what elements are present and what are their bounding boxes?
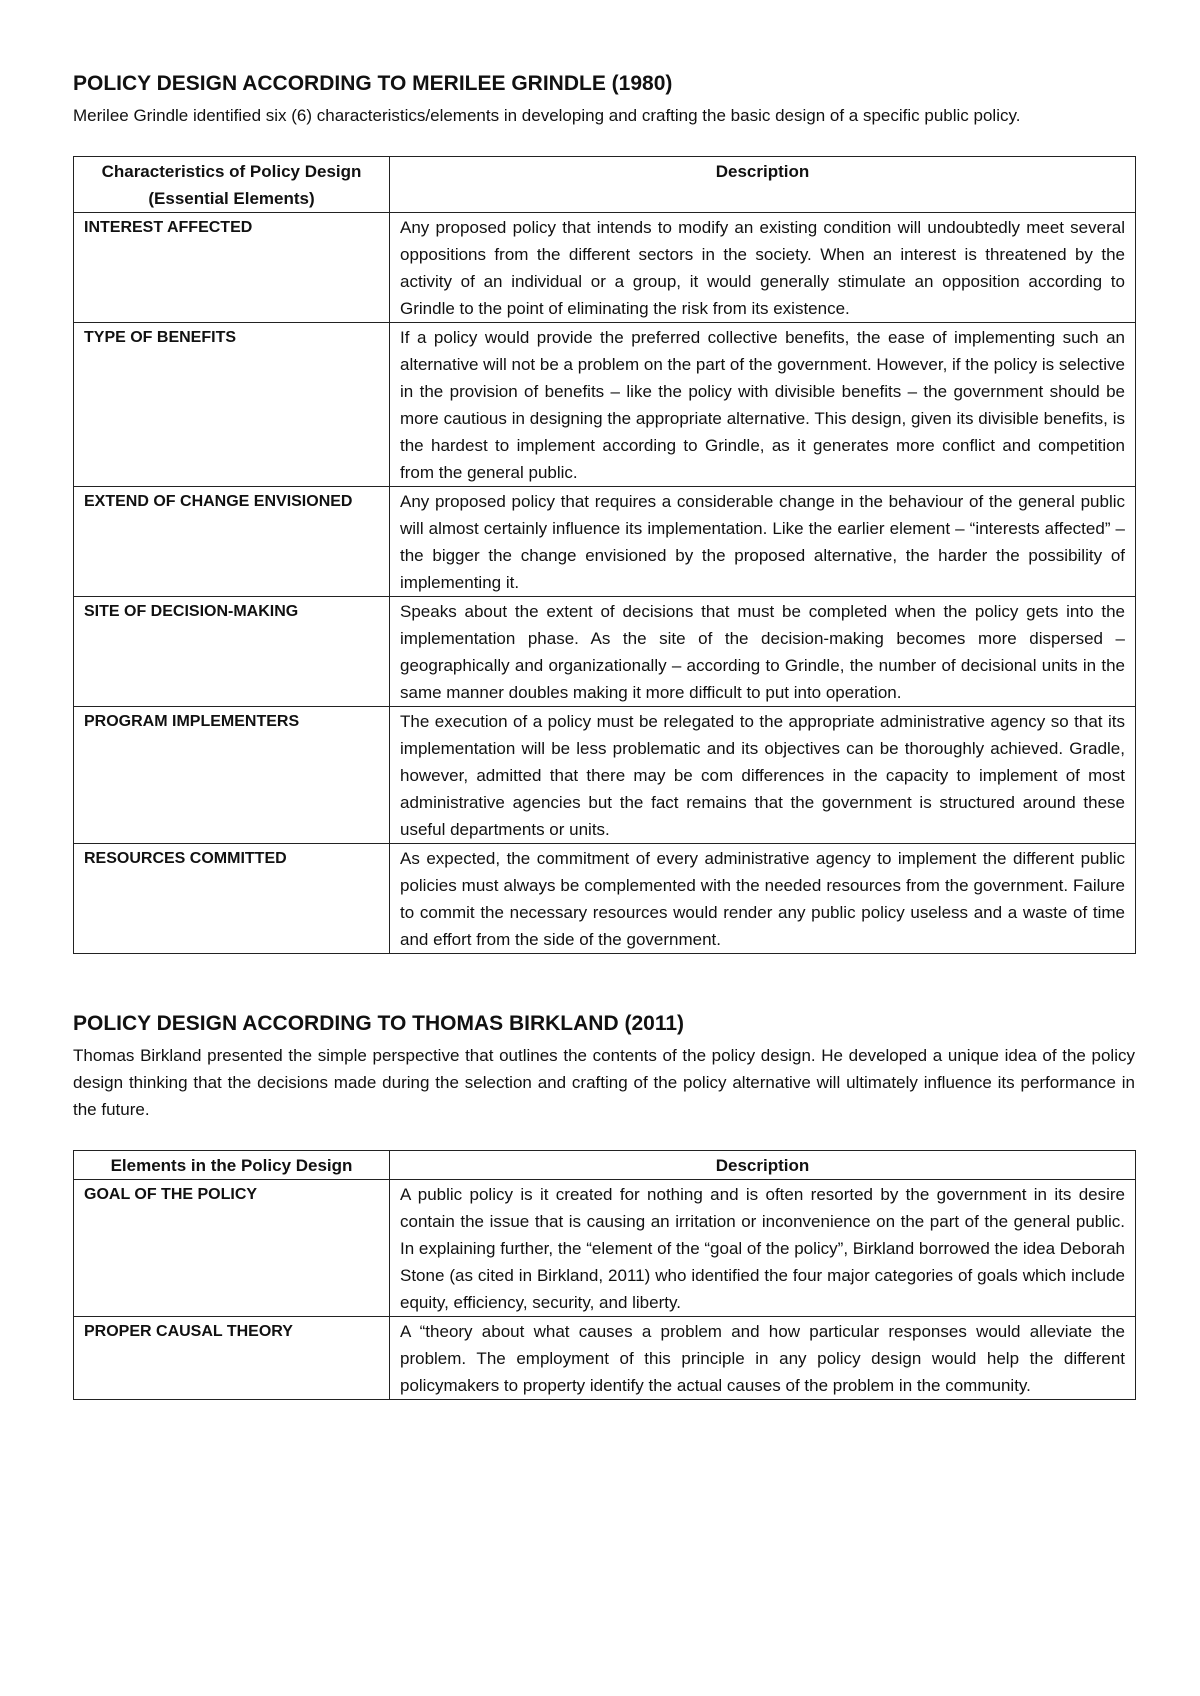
row-description: Any proposed policy that intends to modify an existing condition will undoubtedly meet several oppositions from the different sectors in the society. When an interest is threatened by the activity of an individual or a group, it would generally stimulate an opposition according to Grindle to the point of eliminating the risk from its existence.: [390, 213, 1136, 323]
header-element: [74, 157, 390, 213]
section-intro: Merilee Grindle identified six (6) characteristics/elements in developing and crafting the basic design of a specific public policy.: [73, 106, 1021, 125]
section-title: POLICY DESIGN ACCORDING TO THOMAS BIRKLAND (2011): [73, 1012, 685, 1035]
row-description: Speaks about the extent of decisions that must be completed when the policy gets into the implementation phase. As the site of the decision-making becomes more dispersed – geographically and organizationally – according to Grindle, the number of decisional units in the same manner doubles making it more difficult to put into operation.: [390, 597, 1136, 707]
grindle-table: [73, 156, 1136, 954]
table-row: [74, 844, 1136, 954]
row-element: EXTEND OF CHANGE ENVISIONED: [74, 487, 390, 597]
header-element-line1: Characteristics of Policy Design: [101, 162, 362, 181]
table-header-row: [74, 1151, 1136, 1180]
row-element: TYPE OF BENEFITS: [74, 323, 390, 487]
birkland-table: [73, 1150, 1136, 1400]
header-description: Description: [390, 157, 1136, 213]
table-header-row: [74, 157, 1136, 213]
row-description: A “theory about what causes a problem and how particular responses would alleviate the problem. The employment of this principle in any policy design would help the different policymakers to property identify the actual causes of the problem in the community.: [390, 1317, 1136, 1400]
section-intro: Thomas Birkland presented the simple perspective that outlines the contents of the policy design. He developed a unique idea of the policy design thinking that the decisions made during the selection and crafting of the policy alternative will ultimately influence its performance in the future.: [73, 1046, 1135, 1119]
section-title: POLICY DESIGN ACCORDING TO MERILEE GRINDLE (1980): [73, 72, 673, 95]
header-element-line2: (Essential Elements): [148, 189, 315, 208]
table-row: [74, 487, 1136, 597]
row-description: If a policy would provide the preferred collective benefits, the ease of implementing such an alternative will not be a problem on the part of the government. However, if the policy is selective in the provision of benefits – like the policy with divisible benefits – the government should be more cautious in designing the appropriate alternative. This design, given its divisible benefits, is the hardest to implement according to Grindle, as it generates more conflict and competition from the general public.: [390, 323, 1136, 487]
table-row: [74, 323, 1136, 487]
row-element: INTEREST AFFECTED: [74, 213, 390, 323]
row-element: GOAL OF THE POLICY: [74, 1180, 390, 1317]
row-description: As expected, the commitment of every administrative agency to implement the different public policies must always be complemented with the needed resources from the government. Failure to commit the necessary resources would render any public policy useless and a waste of time and effort from the side of the government.: [390, 844, 1136, 954]
header-description: Description: [390, 1151, 1136, 1180]
row-description: The execution of a policy must be relegated to the appropriate administrative agency so that its implementation will be less problematic and its objectives can be thoroughly achieved. Gradle, however, admitted that there may be com differences in the capacity to implement of most administrative agencies but the fact remains that the government is structured around these useful departments or units.: [390, 707, 1136, 844]
section-grindle: [73, 70, 1135, 954]
table-row: [74, 213, 1136, 323]
row-element: RESOURCES COMMITTED: [74, 844, 390, 954]
document-page: [73, 70, 1135, 1400]
row-description: A public policy is it created for nothing and is often resorted by the government in its desire contain the issue that is causing an irritation or inconvenience on the part of the general public. In explaining further, the “element of the “goal of the policy”, Birkland borrowed the idea Deborah Stone (as cited in Birkland, 2011) who identified the four major categories of goals which include equity, efficiency, security, and liberty.: [390, 1180, 1136, 1317]
row-element: PROGRAM IMPLEMENTERS: [74, 707, 390, 844]
header-element: Elements in the Policy Design: [74, 1151, 390, 1180]
table-row: [74, 1317, 1136, 1400]
row-element: PROPER CAUSAL THEORY: [74, 1317, 390, 1400]
table-row: [74, 707, 1136, 844]
table-row: [74, 1180, 1136, 1317]
row-description: Any proposed policy that requires a considerable change in the behaviour of the general public will almost certainly influence its implementation. Like the earlier element – “interests affected” – the bigger the change envisioned by the proposed alternative, the harder the possibility of implementing it.: [390, 487, 1136, 597]
row-element: SITE OF DECISION-MAKING: [74, 597, 390, 707]
section-birkland: [73, 1010, 1135, 1400]
table-row: [74, 597, 1136, 707]
